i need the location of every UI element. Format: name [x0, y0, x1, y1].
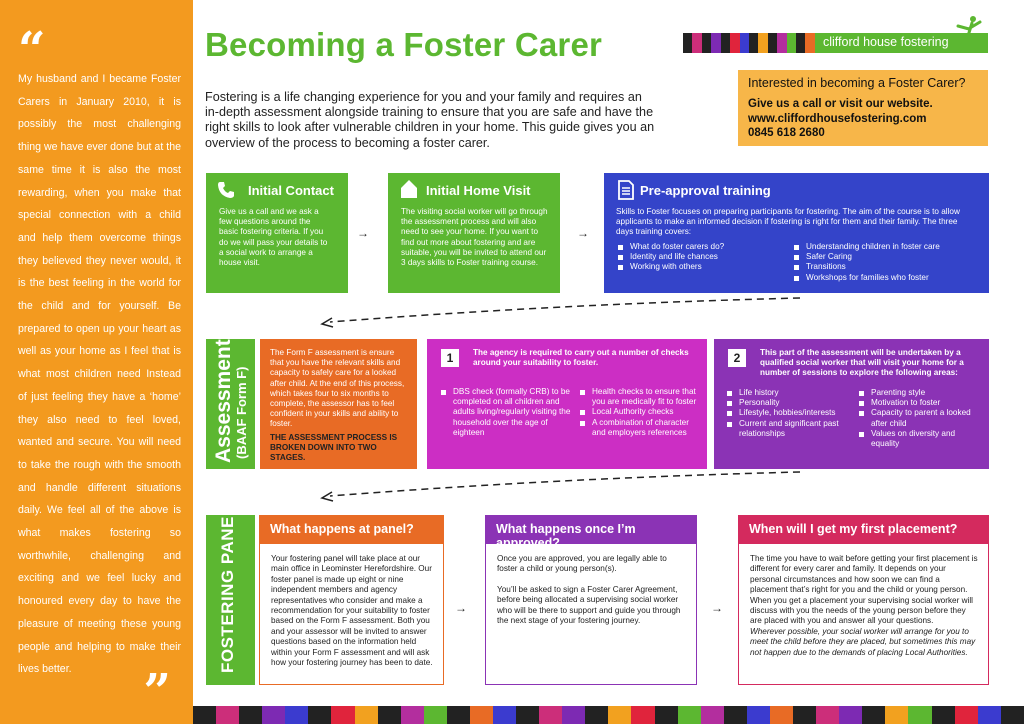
panel-box-title: What happens at panel?	[260, 516, 443, 544]
phone-icon	[216, 180, 236, 200]
assessment-stage-1	[427, 339, 707, 469]
list-item: Identity and life chances	[618, 252, 788, 262]
list-item: Lifestyle, hobbies/interests	[727, 408, 855, 418]
list-item: A combination of character and employers references	[580, 418, 700, 438]
step-title: Initial Contact	[248, 183, 334, 198]
step-initial-home-visit	[388, 173, 560, 293]
stage-heading: This part of the assessment will be undertaken by a qualified social worker that will visit your home for a number of sessions to explore the following areas:	[760, 348, 964, 378]
panel-box-once-approved	[485, 515, 697, 685]
assessment-intro-text: The Form F assessment is ensure that you have the relevant skills and capacity to safely care for a looked after child. At the end of this process, which takes four to six months to complete, the assessor has to feel confident in your skills and ability to foster.	[270, 348, 405, 429]
panel-box-text: The time you have to wait before getting your first placement is different for every carer and family. It depends on your personal circumstances and how soon we can find a placement that’s right for you and the child or young person. When you get a placement your supervising social worker will discuss with you the needs of the young person before they are placed with you and answer all your questions.	[750, 554, 978, 626]
list-item: Personality	[727, 398, 855, 408]
contact-heading: Interested in becoming a Foster Carer?	[748, 76, 966, 90]
testimonial-text: My husband and I became Foster Carers in January 2010, it is possibly the most challenging thing we have ever done but at the same time it is also the most rewarding, when you make that special connection with a child and help them overcome things they believed they never would, it is the best feeling in the world for the child and for yourself. Be prepared to open up your heart as well as your home as I feel that is what most children need Instead of just feeling they have a ‘home’ they also need to feel loved, wanted and secure. You will need to take the rough with the smooth and handle different situations daily. We feel all of the above is what makes fostering so worthwhile, challenging and exciting and we feel lucky and honoured every day to have the pleasure of meeting these young people and helping to make their lives better.	[18, 73, 181, 676]
list-item: Safer Caring	[794, 252, 974, 262]
document-icon	[618, 180, 634, 200]
step-body: The visiting social worker will go through the assessment process and will also need to see your home. If you want to find out more about fostering and are suitable, you will be invited to attend our 3 days skills to Foster training course.	[401, 207, 548, 268]
contact-line: Give us a call or visit our website.	[748, 98, 933, 110]
close-quote-mark: ”	[143, 664, 171, 720]
step-initial-contact	[206, 173, 348, 293]
assessment-label: Assessment	[212, 339, 235, 463]
intro-paragraph: Fostering is a life changing experience for you and your family and requires an in-depth assessment alongside training to ensure that you are safe and have the right skills to look after vulnerable children in your home. This guide gives you an overview of the process to becoming a foster carer.	[205, 90, 655, 150]
step-title: Pre-approval training	[640, 183, 771, 198]
assessment-stage-2	[714, 339, 989, 469]
list-item: Working with others	[618, 262, 788, 272]
website-link[interactable]: www.cliffordhousefostering.com	[748, 112, 927, 125]
panel-box-at-panel	[259, 515, 444, 685]
dashed-connector-arrow	[310, 296, 810, 330]
stage-list-left	[441, 387, 571, 438]
fostering-panel-label: FOSTERING PANEL	[218, 505, 237, 673]
phone-number[interactable]: 0845 618 2680	[748, 127, 825, 139]
step-body: Skills to Foster focuses on preparing participants for fostering. The aim of the course is to allow applicants to make an informed decision if fostering is right for them and their family. The three days training covers:	[616, 207, 960, 237]
arrow-icon: →	[357, 226, 369, 240]
panel-box-text: Once you are approved, you are legally able to foster a child or young person(s).	[497, 554, 667, 574]
logo-color-bar	[683, 33, 815, 53]
bottom-color-stripe	[193, 706, 1024, 724]
panel-box-title: What happens once I’m approved?	[486, 516, 696, 544]
logo-text: clifford house fostering	[823, 35, 949, 49]
list-item: Values on diversity and equality	[859, 429, 979, 449]
list-item: Health checks to ensure that you are medically fit to foster	[580, 387, 700, 407]
training-list-left	[618, 242, 788, 273]
testimonial-column	[0, 0, 193, 724]
stage-heading: The agency is required to carry out a number of checks around your suitability to foster.	[473, 348, 689, 368]
assessment-intro	[260, 339, 417, 469]
list-item: Life history	[727, 388, 855, 398]
list-item: DBS check (formally CRB) to be completed on all children and adults living/regularly visiting the household over the age of eighteen	[441, 387, 571, 438]
list-item: What do foster carers do?	[618, 242, 788, 252]
stage-number: 1	[441, 349, 459, 367]
dashed-connector-arrow	[310, 470, 810, 504]
house-icon	[400, 179, 418, 199]
step-title: Initial Home Visit	[426, 183, 531, 198]
arrow-icon: →	[711, 601, 723, 615]
stage-list-right	[580, 387, 700, 438]
list-item: Capacity to parent a looked after child	[859, 408, 979, 428]
stage-number: 2	[728, 349, 746, 367]
list-item: Motivation to foster	[859, 398, 979, 408]
list-item: Transitions	[794, 262, 974, 272]
step-pre-approval-training	[604, 173, 989, 293]
dancing-figure-logo-icon	[950, 14, 984, 54]
assessment-intro-bold: THE ASSESSMENT PROCESS IS BROKEN DOWN INTO TWO STAGES.	[270, 433, 398, 463]
list-item: Current and significant past relationships	[727, 419, 855, 439]
arrow-icon: →	[455, 601, 467, 615]
stage-list-right	[859, 388, 979, 449]
panel-box-italic-text: Wherever possible, your social worker will arrange for you to meet the child before they are placed, but sometimes this may not happen due to the demands of placing Local Authorities.	[750, 626, 976, 657]
list-item: Workshops for families who foster	[794, 273, 974, 283]
contact-box	[738, 70, 988, 146]
panel-box-text: You’ll be asked to sign a Foster Carer Agreement, before being allocated a supervising social worker who will be there to support and guide you through the next stage of your fostering journey.	[497, 584, 681, 626]
list-item: Local Authority checks	[580, 407, 700, 417]
arrow-icon: →	[577, 226, 589, 240]
stage-list-left	[727, 388, 855, 439]
panel-box-title: When will I get my first placement?	[739, 516, 988, 544]
panel-box-first-placement	[738, 515, 989, 685]
open-quote-mark: “	[18, 22, 46, 78]
list-item: Understanding children in foster care	[794, 242, 974, 252]
list-item: Parenting style	[859, 388, 979, 398]
page-title: Becoming a Foster Carer	[205, 26, 603, 63]
step-body: Give us a call and we ask a few questions around the basic fostering criteria. If you do we will pass your details to a social work to arrange a house visit.	[219, 207, 328, 268]
panel-box-text: Your fostering panel will take place at our main office in Leominster Herefordshire. Our foster panel is made up eight or nine independent members and agency representatives who consider and make a recommendation for your suitability to foster based on the Form F assessment. Both you and your assessor will be invited to answer questions based on the information held within your Form F assessment and will ask how your fostering journey has been to date.	[271, 554, 433, 668]
assessment-label-panel	[206, 339, 255, 469]
training-list-right	[794, 242, 974, 283]
fostering-panel-label-panel	[206, 505, 255, 685]
assessment-sublabel: (BAAF Form F)	[234, 366, 249, 459]
